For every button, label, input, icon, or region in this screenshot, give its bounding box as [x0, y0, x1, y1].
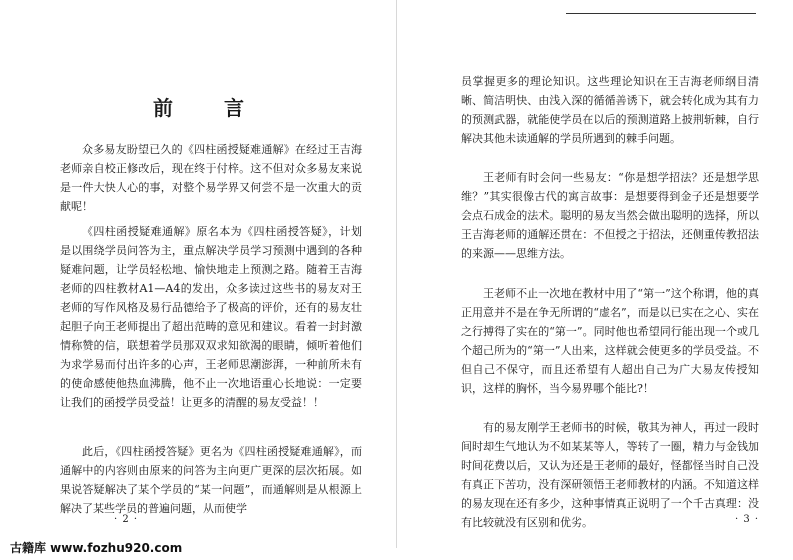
right-page [397, 0, 793, 540]
watermark-text: 古籍库 www.fozhu920.com [10, 541, 183, 555]
paragraph-4: 员掌握更多的理论知识。这些理论知识在王吉海老师纲目清晰、简洁明快、由浅入深的循循善诱下，就会转化成为其有力的预测武器，就能使学员在以后的预测道路上披荆斩棘，自行解决其他未读通解的学员所遇到的棘手问题。 [461, 75, 759, 145]
page-number-right: · 3 · [735, 514, 760, 525]
left-page [0, 0, 397, 540]
page-number-left: · 2 · [114, 514, 139, 525]
page-title: 前 言 [153, 96, 266, 120]
paragraph-7: 有的易友刚学王老师书的时候，敬其为神人，再过一段时间时却生气地认为不如某某等人，等转了一圈，精力与金钱加时间花费以后，又认为还是王老师的最好，怪都怪当时自己没有真正下苦功，没有深研领悟王老师教材的内涵。不知道这样的易友现在还有多少，这种事情真正说明了一个千古真理：没有比较就没有区别和优劣。 [461, 421, 759, 529]
paragraph-5: 王老师有时会问一些易友：“你是想学招法？还是想学思维？”其实很像古代的寓言故事：是想要得到金子还是想要学会点石成金的法术。聪明的易友当然会做出聪明的选择，所以王吉海老师的通解还贯在：不但授之于招法，还侧重传教招法的来源——思维方法。 [461, 171, 759, 260]
paragraph-2: 《四柱函授疑难通解》原名本为《四柱函授答疑》，计划是以围绕学员问答为主，重点解决学员学习预测中遇到的各种疑难问题，让学员轻松地、愉快地走上预测之路。随着王吉海老师的四柱教材A1—A4的发出，众多读过这些书的易友对王老师的写作风格及易行品德给予了极高的评价，还有的易友壮起胆子向王老师提出了超出范畴的意见和建议。看着一封封激情称赞的信，联想着学员那双双求知欲渴的眼睛，倾听着他们为求学易而付出许多的心声，王老师思潮澎湃，一种前所未有的使命感使他热血沸腾，他不止一次地语重心长地说：一定要让我们的函授学员受益！让更多的清醒的易友受益！！ [60, 225, 362, 409]
paragraph-3: 此后，《四柱函授答疑》更名为《四柱函授疑难通解》，而通解中的内容则由原来的问答为主向更广更深的层次拓展。如果说答疑解决了某个学员的“某一问题”，而通解则是从根源上解决了某些学员的普遍问题，从而使学 [60, 445, 362, 515]
paragraph-1: 众多易友盼望已久的《四柱函授疑难通解》在经过王吉海老师亲自校正修改后，现在终于付梓。这不但对众多易友来说是一件大快人心的事，对整个易学界又何尝不是一次重大的贡献呢！ [60, 143, 362, 213]
paragraph-6: 王老师不止一次地在教材中用了“第一”这个称谓，他的真正用意并不是在争无所谓的“虚名”，而是以已实在之心、实在之行搏得了实在的“第一”。同时他也希望同行能出现一个或几个超己所为的“第一”人出来，这样就会使更多的学员受益。不但自己不保守，而且还希望有人超出自己为广大易友传授知识，这样的胸怀，当今易界哪个能比?！ [461, 287, 759, 395]
